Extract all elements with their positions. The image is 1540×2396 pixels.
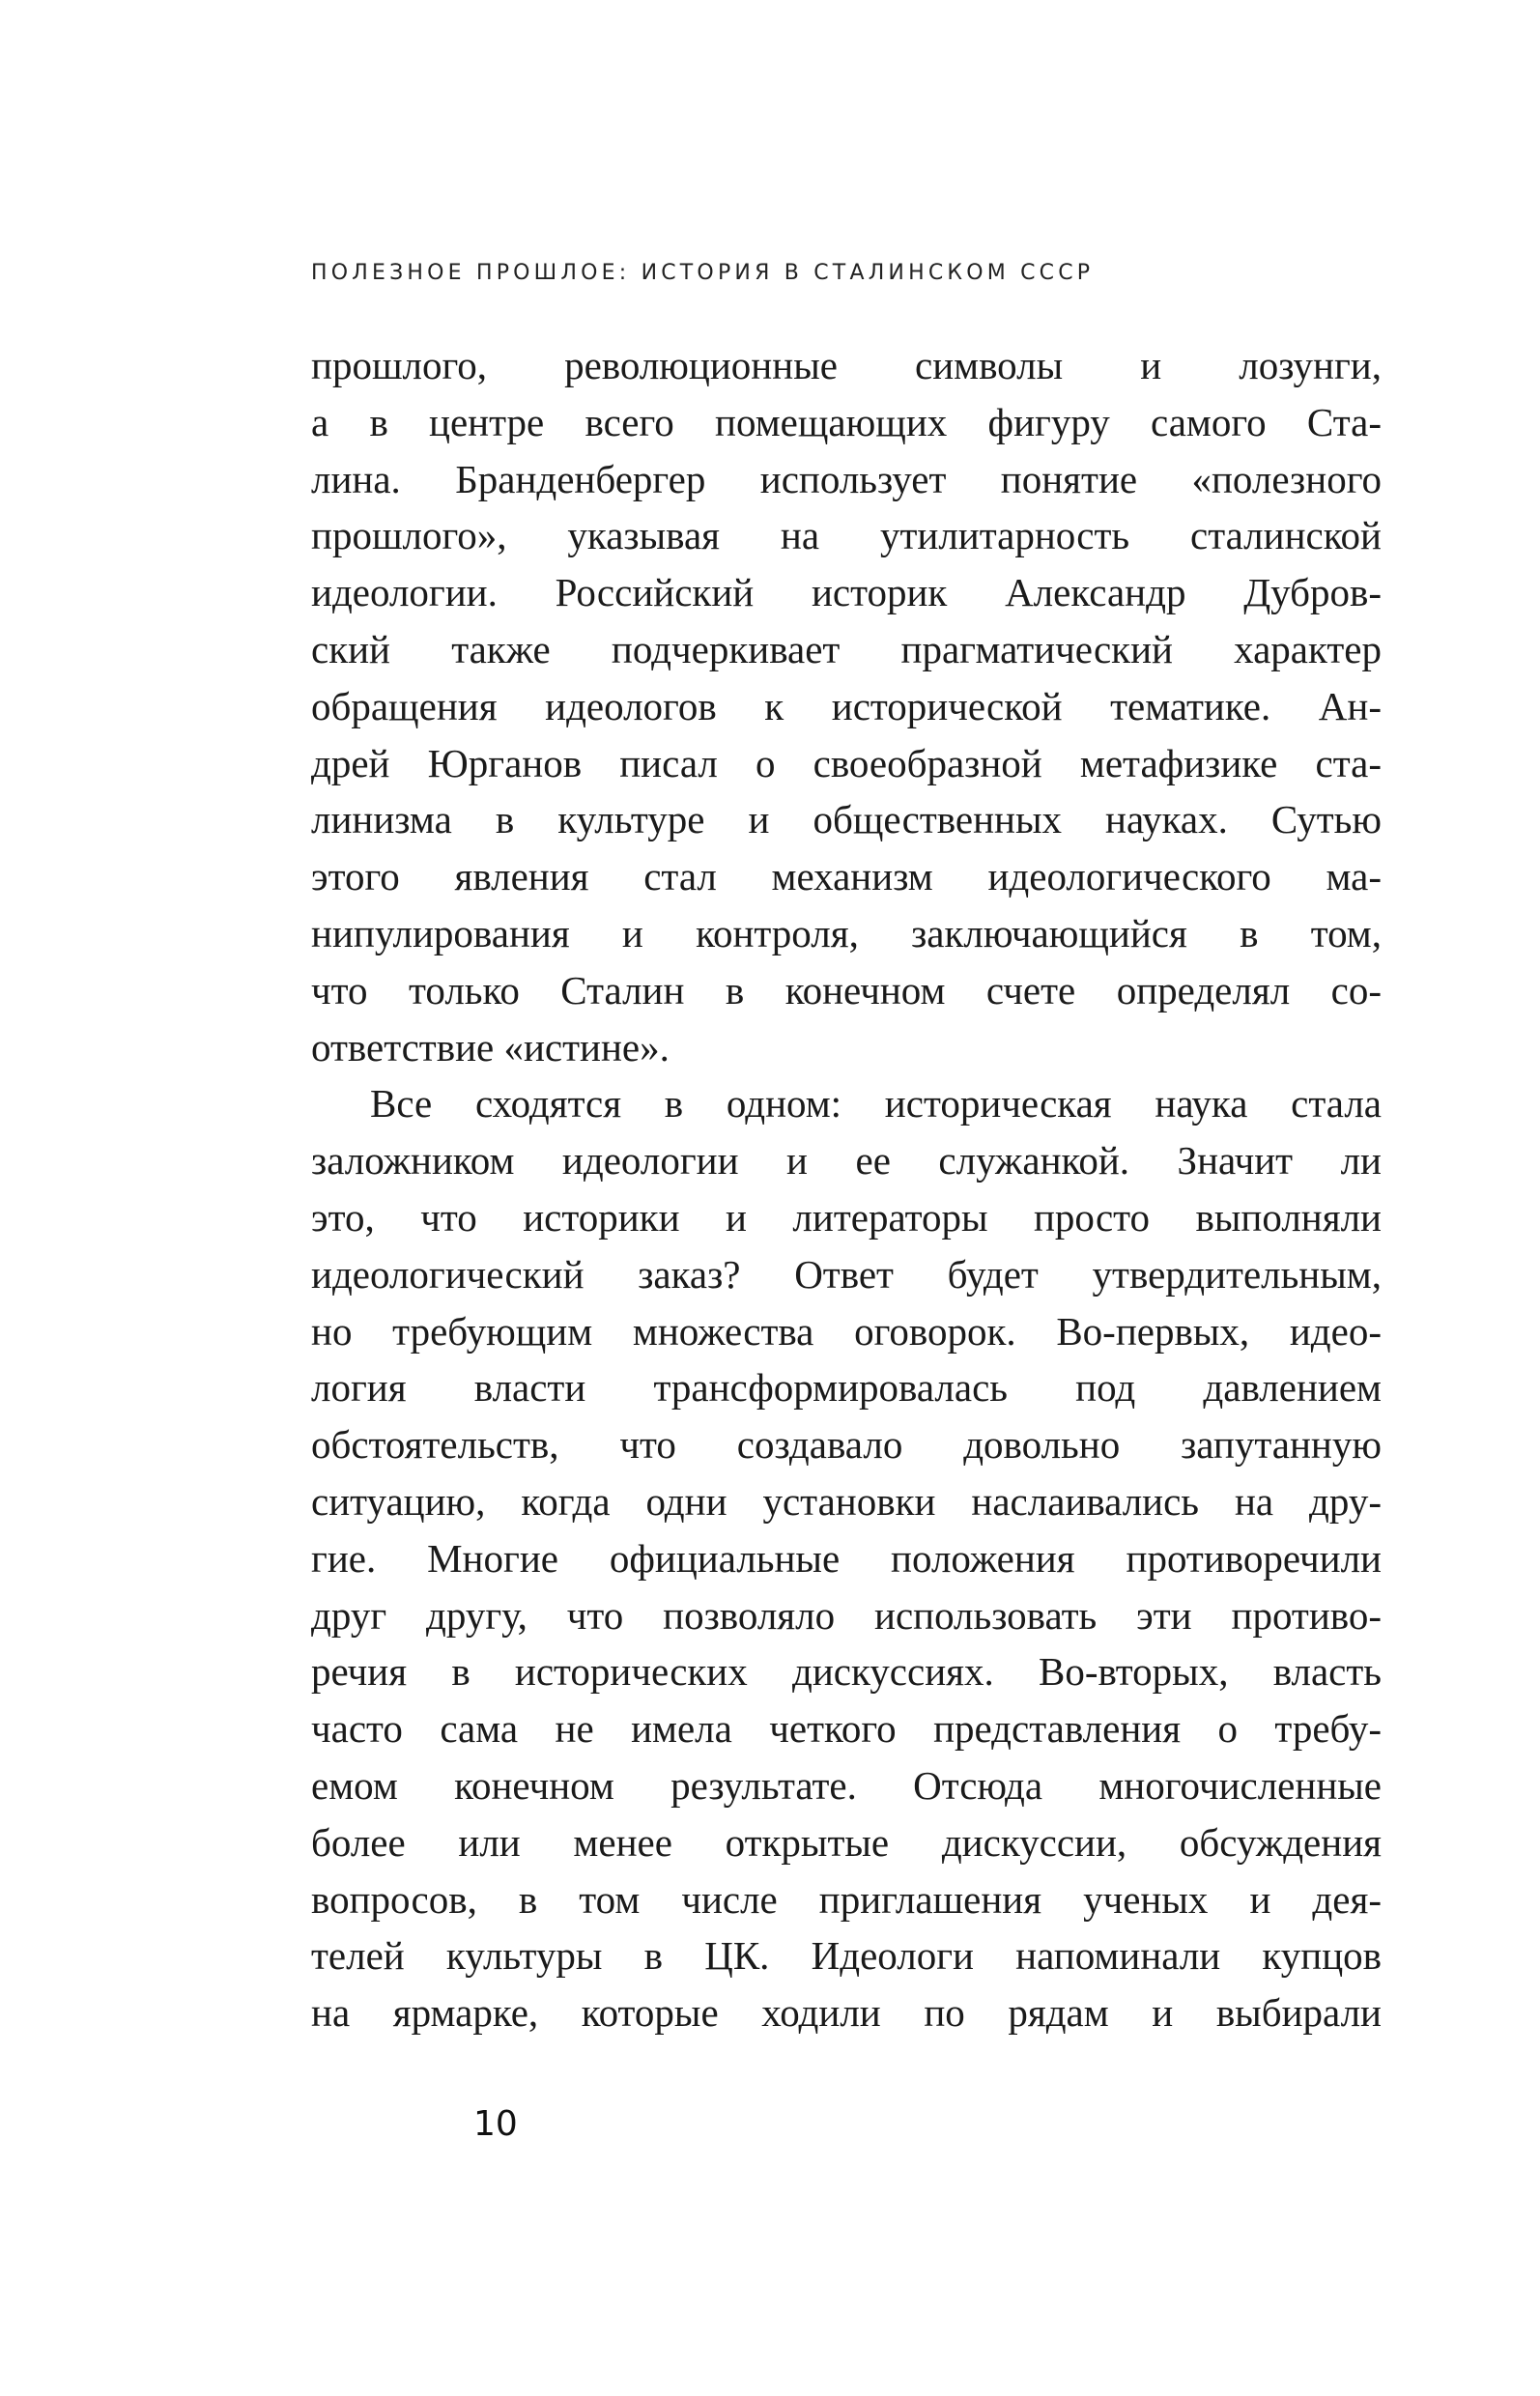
text-line: телей культуры в ЦК. Идеологи напоминали купцов bbox=[311, 1933, 1382, 1979]
text-line: прошлого», указывая на утилитарность сталинской bbox=[311, 513, 1382, 558]
text-line: идеологический заказ? Ответ будет утвердительным, bbox=[311, 1251, 1382, 1297]
paragraph bbox=[311, 1075, 1382, 2041]
text-line: но требующим множества оговорок. Во-первых, идео- bbox=[311, 1308, 1382, 1354]
text-line: ский также подчеркивает прагматический характер bbox=[311, 626, 1382, 671]
text-line: обстоятельств, что создавало довольно запутанную bbox=[311, 1422, 1382, 1468]
paragraph bbox=[311, 337, 1382, 1075]
text-line: обращения идеологов к исторической тематике. Ан- bbox=[311, 683, 1382, 728]
text-line: этого явления стал механизм идеологического ма- bbox=[311, 854, 1382, 899]
text-line: нипулирования и контроля, заключающийся в том, bbox=[311, 910, 1382, 956]
body-text bbox=[311, 337, 1382, 2041]
text-line: речия в исторических дискуссиях. Во-вторых, власть bbox=[311, 1649, 1382, 1695]
text-line: вопросов, в том числе приглашения ученых и дея- bbox=[311, 1876, 1382, 1922]
text-line: на ярмарке, которые ходили по рядам и выбирали bbox=[311, 1990, 1382, 2036]
text-line: это, что историки и литераторы просто выполняли bbox=[311, 1194, 1382, 1240]
text-line: часто сама не имела четкого представления о требу- bbox=[311, 1706, 1382, 1752]
running-header: ПОЛЕЗНОЕ ПРОШЛОЕ: ИСТОРИЯ В СТАЛИНСКОМ СССР bbox=[311, 261, 1095, 285]
text-line: гие. Многие официальные положения противоречили bbox=[311, 1535, 1382, 1581]
text-line: что только Сталин в конечном счете определял со- bbox=[311, 967, 1382, 1013]
text-line: заложником идеологии и ее служанкой. Значит ли bbox=[311, 1138, 1382, 1184]
text-line: а в центре всего помещающих фигуру самого Ста- bbox=[311, 399, 1382, 444]
page-number: 10 bbox=[473, 2104, 518, 2144]
text-line: ответствие «истине». bbox=[311, 1024, 670, 1070]
text-line: линизма в культуре и общественных науках. Сутью bbox=[311, 797, 1382, 842]
text-line: прошлого, революционные символы и лозунги, bbox=[311, 343, 1382, 387]
text-line: емом конечном результате. Отсюда многочисленные bbox=[311, 1762, 1382, 1808]
text-line: друг другу, что позволяло использовать эти противо- bbox=[311, 1592, 1382, 1638]
text-line: Все сходятся в одном: историческая наука стала bbox=[370, 1081, 1382, 1127]
text-line: более или менее открытые дискуссии, обсуждения bbox=[311, 1819, 1382, 1865]
text-line: дрей Юрганов писал о своеобразной метафизике ста- bbox=[311, 740, 1382, 785]
text-line: ситуацию, когда одни установки наслаивались на дру- bbox=[311, 1478, 1382, 1524]
text-line: идеологии. Российский историк Александр Дубров- bbox=[311, 570, 1382, 615]
text-line: лина. Бранденбергер использует понятие «полезного bbox=[311, 456, 1382, 501]
text-line: логия власти трансформировалась под давлением bbox=[311, 1365, 1382, 1411]
